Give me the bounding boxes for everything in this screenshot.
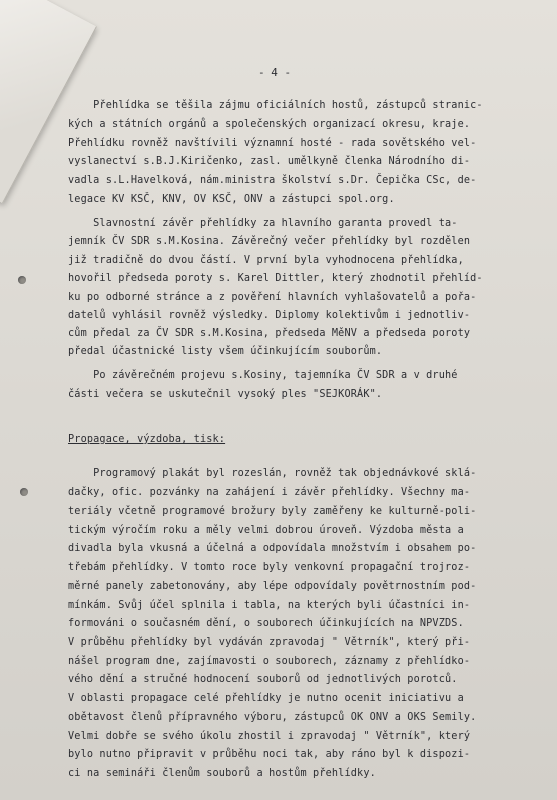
para2-line-7: cům předal za ČV SDR s.M.Kosina, předseda MěNV a předseda poroty [68,328,471,339]
para2-line-5: ku po odborné stránce a z pověření hlavních vyhlašovatelů a pořa- [68,292,477,303]
para3-line-1: Po závěrečném projevu s.Kosiny, tajemníka ČV SDR a v druhé [68,370,458,381]
para2-line-2: jemník ČV SDR s.M.Kosina. Závěrečný večer přehlídky byl rozdělen [68,236,471,247]
para1-line-4: vyslanectví s.B.J.Kiričenko, zasl. umělkyně členka Národního di- [68,156,471,167]
body-line-11: nášel program dne, zajímavosti o souborech, záznamy z přehlídko- [68,656,471,667]
body-line-15: Velmi dobře se svého úkolu zhostil i zpravodaj " Větrník", který [68,731,471,742]
para2-line-8: předal účastnické listy všem účinkujícím souborům. [68,346,383,357]
body-line-12: vého dění a stručné hodnocení souborů od jednotlivých porotců. [68,674,458,685]
page-number: - 4 - [258,66,292,79]
body-line-6: třebám přehlídky. V tomto roce byly venkovní propagační trojroz- [68,562,471,573]
body-line-7: měrné panely zabetonovány, aby lépe odpovídaly povětrnostním pod- [68,581,477,592]
para2-line-4: hovořil předseda poroty s. Karel Dittler, který zhodnotil přehlíd- [68,273,483,284]
body-line-17: ci na semináři členům souborů a hostům přehlídky. [68,768,376,779]
body-line-8: mínkám. Svůj účel splnila i tabla, na kterých byli účastníci in- [68,600,471,611]
body-line-5: divadla byla vkusná a účelná a odpovídala množstvím i obsahem po- [68,543,477,554]
body-line-13: V oblasti propagace celé přehlídky je nutno ocenit iniciativu a [68,693,464,704]
para2-line-6: datelů vyhlásil rovněž výsledky. Diplomy kolektivům i jednotliv- [68,310,471,321]
para2-line-3: již tradičně do dvou částí. V první byla vyhodnocena přehlídka, [68,255,464,266]
para3-line-2: části večera se uskutečnil vysoký ples "SEJKORÁK". [68,389,383,400]
body-line-2: dačky, ofic. pozvánky na zahájení i závěr přehlídky. Všechny ma- [68,487,471,498]
punch-hole-lower [20,488,28,496]
section-heading: Propagace, výzdoba, tisk: [68,434,226,445]
body-line-14: obětavost členů přípravného výboru, zástupců OK ONV a OKS Semily. [68,712,477,723]
para1-line-2: kých a státních orgánů a společenských organizací okresu, kraje. [68,119,471,130]
body-line-4: tickým výročím roku a měly velmi dobrou úroveň. Výzdoba města a [68,525,464,536]
body-line-9: formováni o současném dění, o souborech účinkujících na NPVZDS. [68,618,464,629]
body-line-1: Programový plakát byl rozeslán, rovněž tak objednávkové sklá- [68,468,477,479]
body-line-3: teriály včetně programové brožury byly zaměřeny ke kulturně-poli- [68,506,477,517]
para1-line-1: Přehlídka se těšila zájmu oficiálních hostů, zástupců stranic- [68,100,483,111]
punch-hole-upper [18,276,26,284]
body-line-10: V průběhu přehlídky byl vydáván zpravodaj " Větrník", který při- [68,637,471,648]
body-line-16: bylo nutno připravit v průběhu noci tak, aby ráno byl k dispozi- [68,749,471,760]
para1-line-6: legace KV KSČ, KNV, OV KSČ, ONV a zástupci spol.org. [68,194,395,205]
para1-line-3: Přehlídku rovněž navštívili významní hosté - rada sovětského vel- [68,138,477,149]
para2-line-1: Slavnostní závěr přehlídky za hlavního garanta provedl ta- [68,218,458,229]
para1-line-5: vadla s.L.Havelková, nám.ministra školství s.Dr. Čepička CSc, de- [68,175,477,186]
